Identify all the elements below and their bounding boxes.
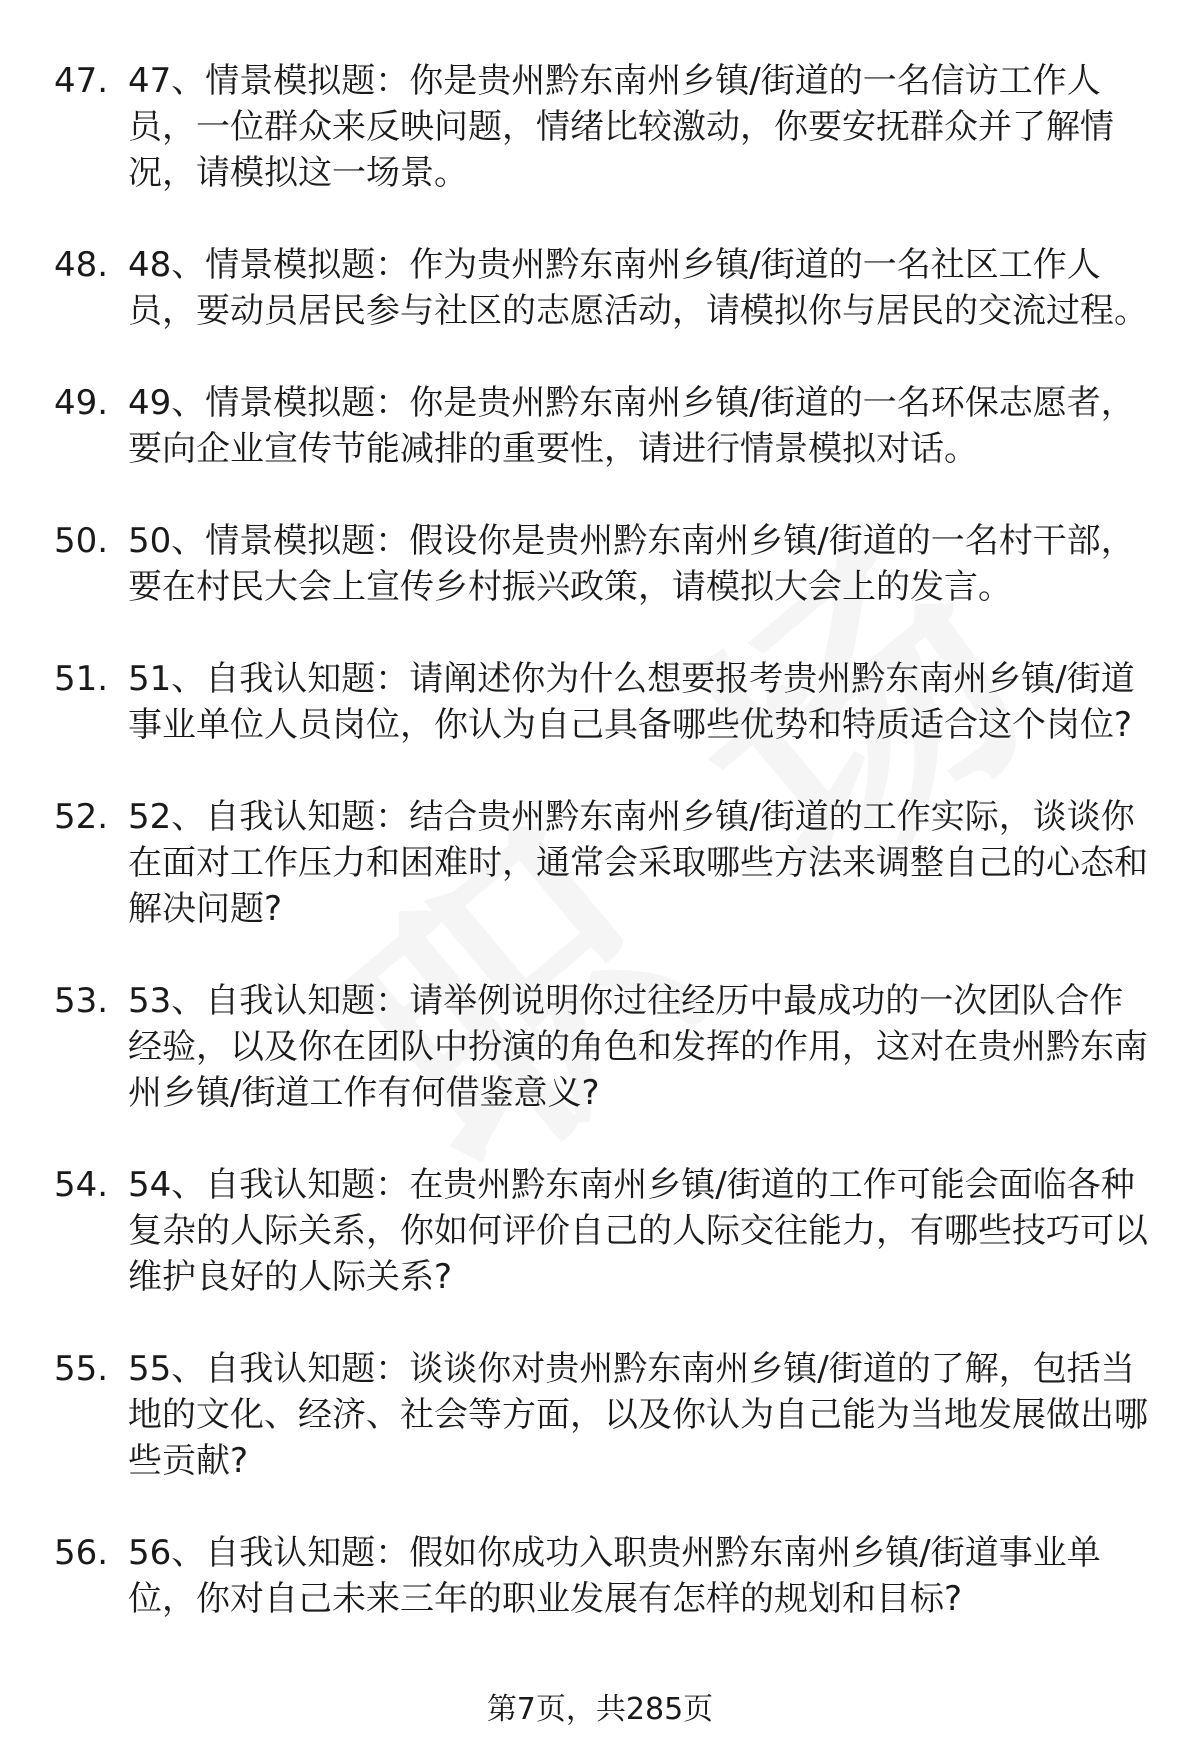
question-number: 56. bbox=[54, 1533, 109, 1573]
question-text: 50、情景模拟题：假设你是贵州黔东南州乡镇/街道的一名村干部，要在村民大会上宣传乡村振兴政策，请模拟大会上的发言。 bbox=[128, 521, 1135, 607]
question-number: 53. bbox=[54, 981, 109, 1021]
question-number: 49. bbox=[54, 383, 109, 423]
list-item bbox=[0, 1530, 1200, 1622]
list-item bbox=[0, 242, 1200, 334]
question-number: 51. bbox=[54, 659, 109, 699]
question-number: 54. bbox=[54, 1165, 109, 1205]
question-number: 50. bbox=[54, 521, 109, 561]
question-text: 52、自我认知题：结合贵州黔东南州乡镇/街道的工作实际，谈谈你在面对工作压力和困难时，通常会采取哪些方法来调整自己的心态和解决问题? bbox=[128, 797, 1148, 929]
question-text: 56、自我认知题：假如你成功入职贵州黔东南州乡镇/街道事业单位，你对自己未来三年的职业发展有怎样的规划和目标? bbox=[128, 1533, 1101, 1619]
question-text: 51、自我认知题：请阐述你为什么想要报考贵州黔东南州乡镇/街道事业单位人员岗位，你认为自己具备哪些优势和特质适合这个岗位? bbox=[128, 659, 1135, 745]
list-item bbox=[0, 1162, 1200, 1300]
question-text: 49、情景模拟题：你是贵州黔东南州乡镇/街道的一名环保志愿者，要向企业宣传节能减排的重要性，请进行情景模拟对话。 bbox=[128, 383, 1135, 469]
list-item bbox=[0, 58, 1200, 196]
list-item bbox=[0, 380, 1200, 472]
list-item bbox=[0, 656, 1200, 748]
question-number: 48. bbox=[54, 245, 109, 285]
list-item bbox=[0, 794, 1200, 932]
question-number: 47. bbox=[54, 61, 109, 101]
question-list bbox=[0, 58, 1200, 1668]
list-item bbox=[0, 518, 1200, 610]
list-item bbox=[0, 978, 1200, 1116]
question-text: 55、自我认知题：谈谈你对贵州黔东南州乡镇/街道的了解，包括当地的文化、经济、社会等方面，以及你认为自己能为当地发展做出哪些贡献? bbox=[128, 1349, 1148, 1481]
question-number: 55. bbox=[54, 1349, 109, 1389]
list-item bbox=[0, 1346, 1200, 1484]
question-number: 52. bbox=[54, 797, 109, 837]
question-text: 53、自我认知题：请举例说明你过往经历中最成功的一次团队合作经验，以及你在团队中扮演的角色和发挥的作用，这对在贵州黔东南州乡镇/街道工作有何借鉴意义? bbox=[128, 981, 1148, 1113]
question-text: 54、自我认知题：在贵州黔东南州乡镇/街道的工作可能会面临各种复杂的人际关系，你如何评价自己的人际交往能力，有哪些技巧可以维护良好的人际关系? bbox=[128, 1165, 1148, 1297]
page-number-footer: 第7页，共285页 bbox=[486, 1692, 714, 1727]
question-text: 47、情景模拟题：你是贵州黔东南州乡镇/街道的一名信访工作人员，一位群众来反映问题，情绪比较激动，你要安抚群众并了解情况，请模拟这一场景。 bbox=[128, 61, 1114, 193]
question-text: 48、情景模拟题：作为贵州黔东南州乡镇/街道的一名社区工作人员，要动员居民参与社区的志愿活动，请模拟你与居民的交流过程。 bbox=[128, 245, 1148, 331]
